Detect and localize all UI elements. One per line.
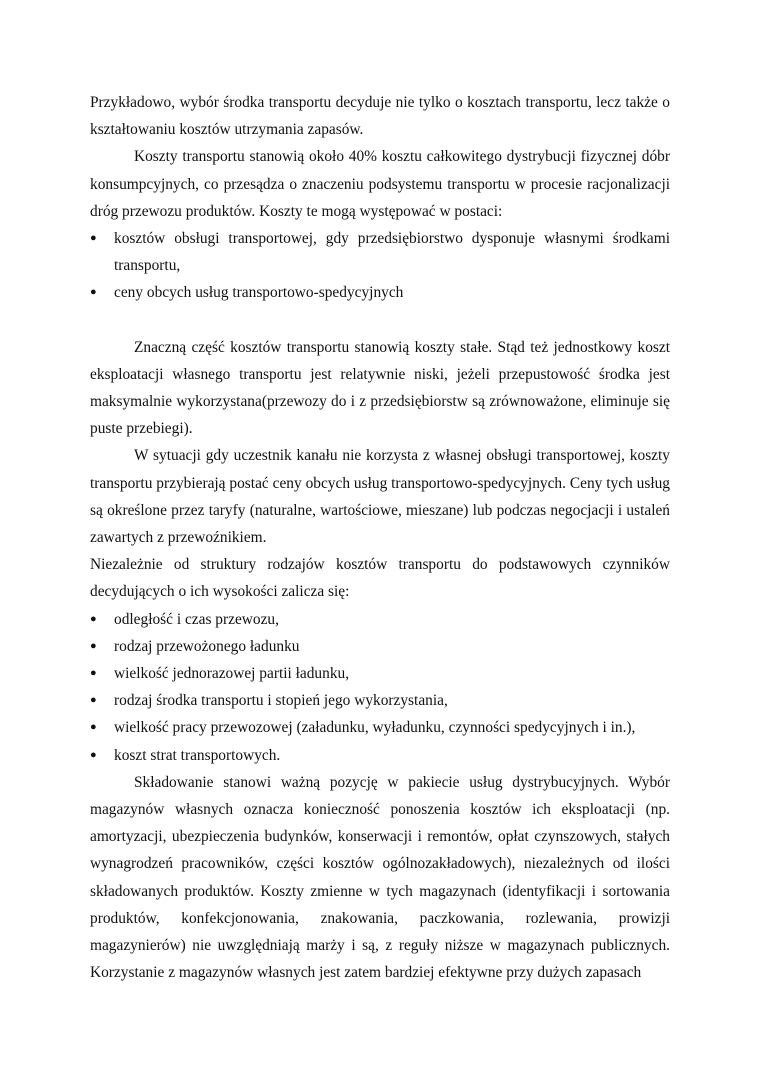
paragraph-fixed-costs: Znaczną część kosztów transportu stanowią koszty stałe. Stąd też jednostkowy koszt eksploatacji własnego transportu jest relatywnie niski, jeżeli przepustowość środka jest maksymalnie wykorzystana(przewozy do i z przedsiębiorstw są zrównoważone, eliminuje się puste przebiegi).	[90, 338, 670, 438]
list-item-text: odległość i czas przewozu,	[114, 610, 279, 628]
bullet-icon: ●	[90, 639, 97, 652]
list-item	[90, 742, 670, 769]
paragraph-transport-costs-share: Koszty transportu stanowią około 40% kosztu całkowitego dystrybucji fizycznej dóbr konsumpcyjnych, co przesądza o znaczeniu podsystemu transportu w procesie racjonalizacji dróg przewozu produktów. Koszty te mogą występować w postaci:	[90, 148, 670, 220]
list-item-text: rodzaj środka transportu i stopień jego wykorzystania,	[114, 692, 448, 710]
list-item-text: rodzaj przewożonego ładunku	[114, 637, 300, 655]
list-item-text: ceny obcych usług transportowo-spedycyjnych	[114, 284, 404, 302]
list-item-text: wielkość pracy przewozowej (załadunku, wyładunku, czynności spedycyjnych i in.),	[114, 719, 636, 737]
cost-factors-list	[90, 606, 670, 769]
paragraph-external-services: W sytuacji gdy uczestnik kanału nie korzysta z własnej obsługi transportowej, koszty transportu przybierają postać ceny obcych usług transportowo-spedycyjnych. Ceny tych usług są określone przez taryfy (naturalne, wartościowe, mieszane) lub podczas negocjacji i ustaleń zawartych z przewoźnikiem.	[90, 447, 670, 547]
cost-forms-list	[90, 225, 670, 307]
bullet-icon: ●	[90, 694, 97, 707]
bullet-icon: ●	[90, 232, 97, 245]
list-item-text: koszt strat transportowych.	[114, 746, 281, 764]
list-item	[90, 225, 670, 279]
bullet-icon: ●	[90, 721, 97, 734]
list-item-text: wielkość jednorazowej partii ładunku,	[114, 665, 350, 683]
bullet-icon: ●	[90, 286, 97, 299]
list-item	[90, 660, 670, 687]
paragraph-transport-choice: Przykładowo, wybór środka transportu decyduje nie tylko o kosztach transportu, lecz także o kształtowaniu kosztów utrzymania zapasów.	[90, 94, 670, 139]
paragraph-cost-factors-intro: Niezależnie od struktury rodzajów kosztów transportu do podstawowych czynników decydujących o ich wysokości zalicza się:	[90, 556, 670, 601]
list-item	[90, 714, 670, 741]
bullet-icon: ●	[90, 748, 97, 761]
list-item	[90, 633, 670, 660]
list-item	[90, 279, 670, 306]
paragraph-warehousing: Składowanie stanowi ważną pozycję w pakiecie usług dystrybucyjnych. Wybór magazynów własnych oznacza konieczność ponoszenia kosztów ich eksploatacji (np. amortyzacji, ubezpieczenia budynków, konserwacji i remontów, opłat czynszowych, stałych wynagrodzeń pracowników, części kosztów ogólnozakładowych), niezależnych od ilości składowanych produktów. Koszty zmienne w tych magazynach (identyfikacji i sortowania produktów, konfekcjonowania, znakowania, paczkowania, rozlewania, prowizji magazynierów) nie uwzględniają marży i są, z reguły niższe w magazynach publicznych. Korzystanie z magazynów własnych jest zatem bardziej efektywne przy dużych zapasach	[90, 773, 670, 982]
list-item-text: kosztów obsługi transportowej, gdy przedsiębiorstwo dysponuje własnymi środkami transportu,	[114, 230, 670, 275]
list-item	[90, 606, 670, 633]
document-body	[90, 89, 670, 987]
list-item	[90, 687, 670, 714]
bullet-icon: ●	[90, 667, 97, 680]
bullet-icon: ●	[90, 612, 97, 625]
